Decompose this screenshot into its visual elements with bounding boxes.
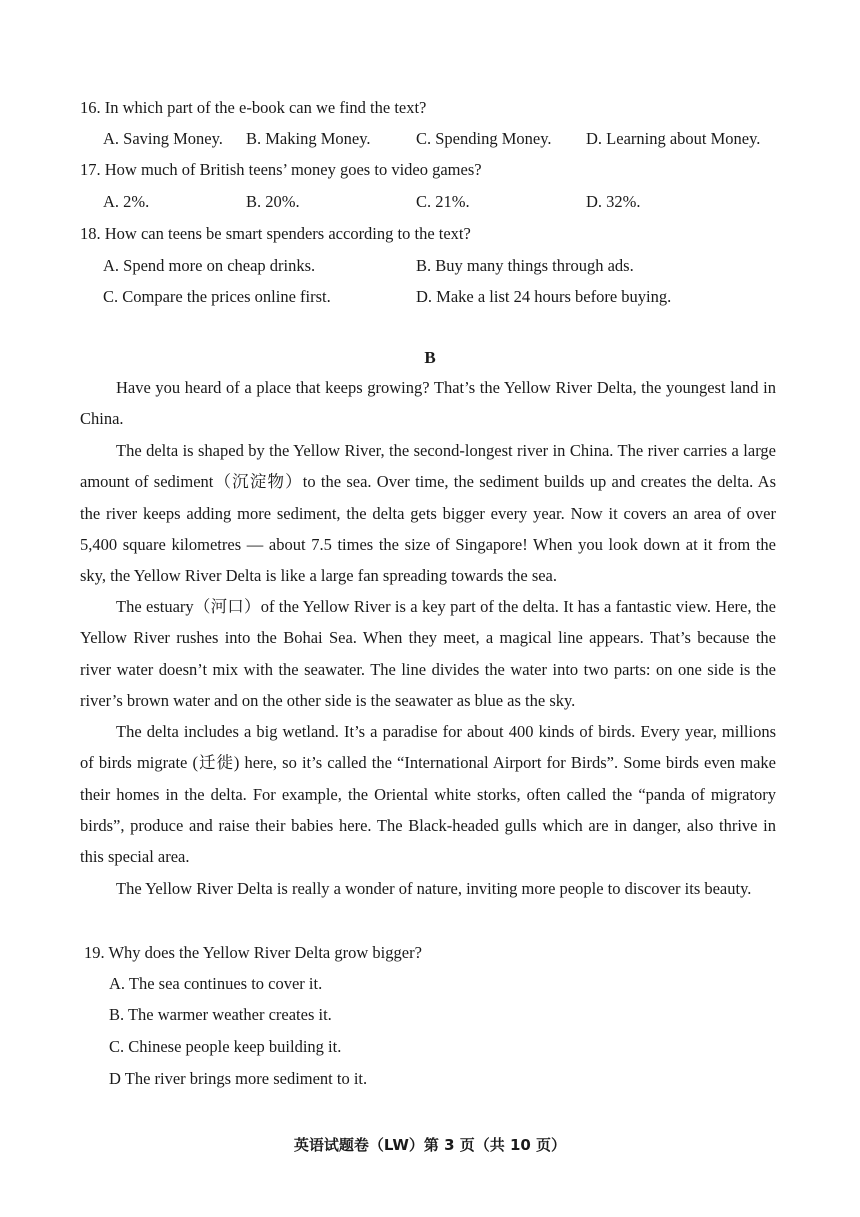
question-18-option-b: B. Buy many things through ads. [416,256,634,275]
passage-paragraph-1 [80,372,776,435]
page-footer: 英语试题卷（LW）第 3 页（共 10 页） [293,1136,567,1154]
section-heading: B [424,348,436,367]
question-19-option-d: D The river brings more sediment to it. [109,1069,368,1088]
question-18-option-a: A. Spend more on cheap drinks. [103,256,316,275]
paragraph-text: Have you heard of a place that keeps growing? That’s the Yellow River Delta, the youngest land in China. [80,378,776,429]
question-19-option-b: B. The warmer weather creates it. [109,1005,332,1024]
passage-paragraph-2 [80,435,776,591]
question-19-option-c: C. Chinese people keep building it. [109,1037,342,1056]
question-17-option-c: C. 21%. [416,192,470,211]
question-17-option-b: B. 20%. [246,192,300,211]
question-17-option-a: A. 2%. [103,192,150,211]
question-16-option-c: C. Spending Money. [416,129,552,148]
question-19-stem: 19. Why does the Yellow River Delta grow bigger? [84,943,422,962]
paragraph-text: The delta includes a big wetland. It’s a paradise for about 400 kinds of birds. Every year, millions of birds migrate (迁徙) here, so it’s called the “International Airport for Birds”. Some birds even make their homes in the delta. For example, the Oriental white storks, often called the “panda of migratory birds”, produce and raise their babies here. The Black-headed gulls which are in danger, also thrive in this special area. [80,722,776,867]
question-16-stem: 16. In which part of the e-book can we find the text? [80,98,427,117]
passage-paragraph-3 [80,591,776,716]
question-16-option-d: D. Learning about Money. [586,129,761,148]
paragraph-text: The delta is shaped by the Yellow River, the second-longest river in China. The river carries a large amount of sediment（沉淀物）to the sea. Over time, the sediment builds up and creates the delta. As the river keeps adding more sediment, the delta gets bigger every year. Now it covers an area of over 5,400 square kilometres — about 7.5 times the size of Singapore! When you look down at it from the sky, the Yellow River Delta is like a large fan spreading towards the sea. [80,441,776,586]
question-16-option-a: A. Saving Money. [103,129,223,148]
question-16-option-b: B. Making Money. [246,129,371,148]
question-18-option-d: D. Make a list 24 hours before buying. [416,287,672,306]
question-17-option-d: D. 32%. [586,192,641,211]
paragraph-text: The Yellow River Delta is really a wonder of nature, inviting more people to discover its beauty. [116,879,752,898]
paragraph-text: The estuary（河口）of the Yellow River is a key part of the delta. It has a fantastic view. Here, the Yellow River rushes into the Bohai Sea. When they meet, a magical line appears. That’s because the river water doesn’t mix with the seawater. The line divides the water into two parts: on one side is the river’s brown water and on the other side is the seawater as blue as the sky. [80,597,776,710]
passage-paragraph-5 [80,873,776,904]
question-19-option-a: A. The sea continues to cover it. [109,974,323,993]
question-18-option-c: C. Compare the prices online first. [103,287,331,306]
question-18-stem: 18. How can teens be smart spenders according to the text? [80,224,471,243]
passage-paragraph-4 [80,716,776,872]
question-17-stem: 17. How much of British teens’ money goes to video games? [80,160,482,179]
